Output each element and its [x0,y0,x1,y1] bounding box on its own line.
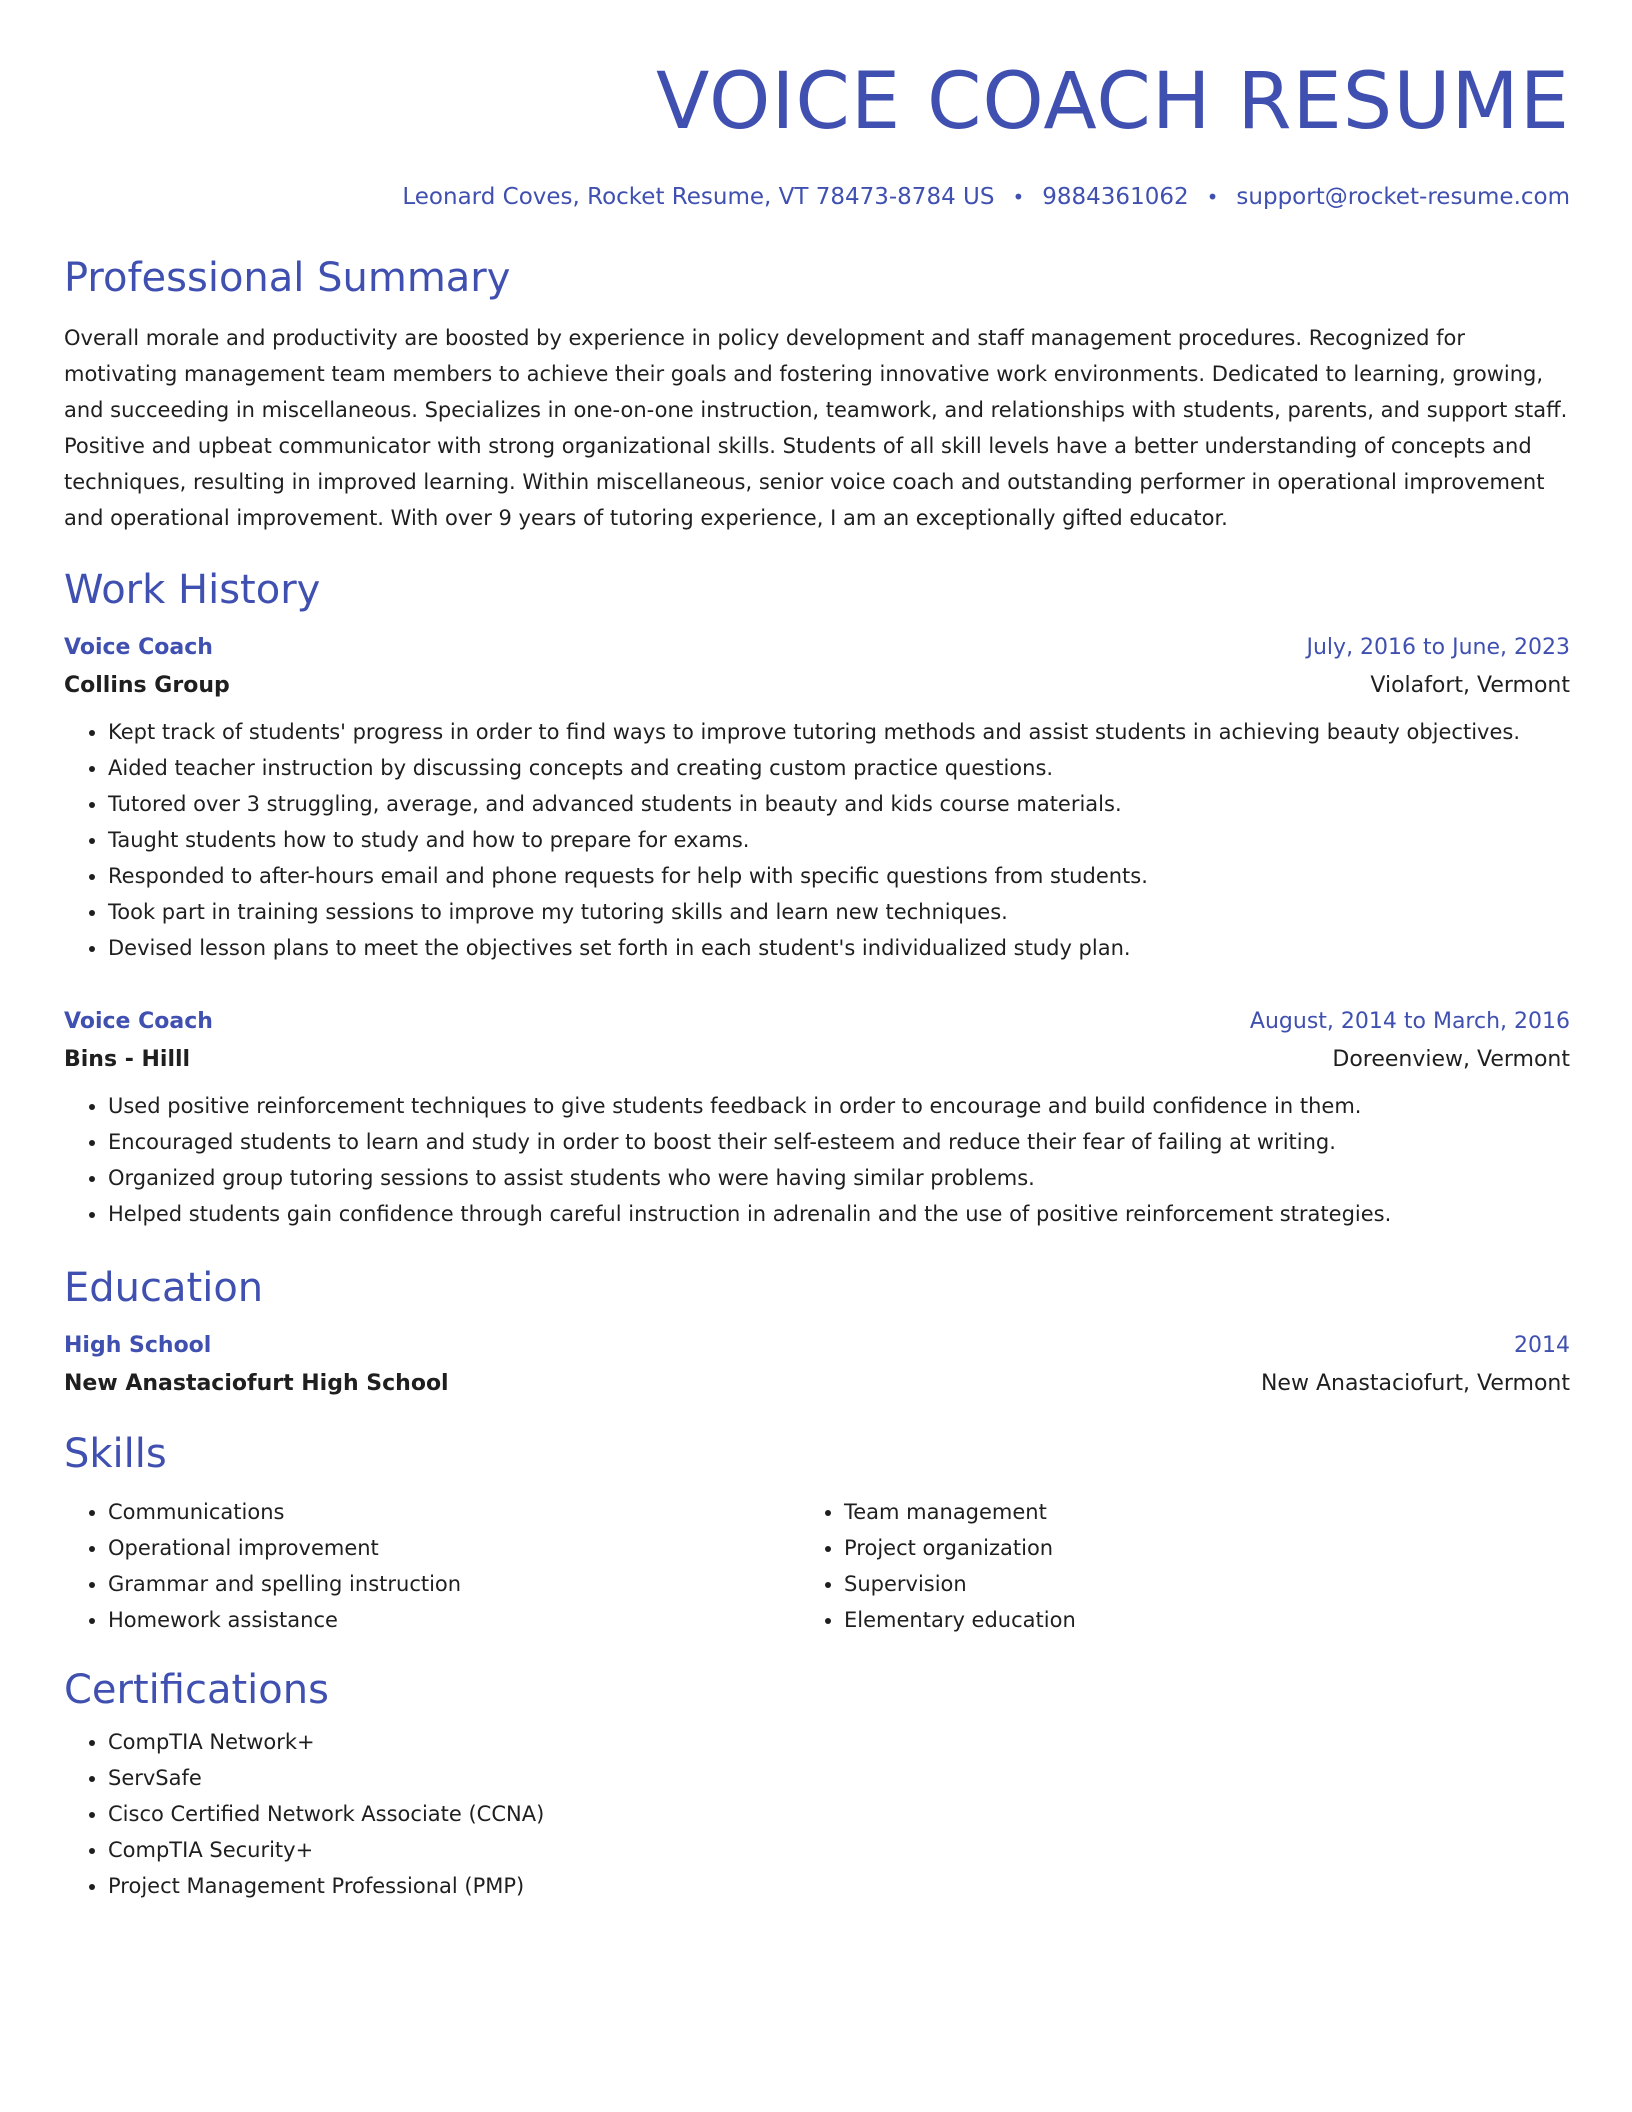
contact-separator: • [1012,185,1025,209]
job-entry [64,1004,1570,1232]
skill-item: • Team management [844,1494,1536,1530]
education-heading: Education [64,1265,264,1311]
job-header-row [64,1004,1570,1040]
skill-item: • Communications [108,1494,800,1530]
job-bullet: • Took part in training sessions to improve my tutoring skills and learn new techniques. [108,894,1570,930]
work-history-heading: Work History [64,567,321,613]
education-degree: High School [64,1333,212,1358]
contact-email: support@rocket-resume.com [1236,184,1570,210]
job-company: Collins Group [64,673,230,698]
certifications-list [64,1724,1570,1904]
job-role: Voice Coach [64,1009,213,1034]
job-bullet: • Tutored over 3 struggling, average, and advanced students in beauty and kids course materials. [108,786,1570,822]
contact-phone: 9884361062 [1042,184,1189,210]
skill-item: • Supervision [844,1566,1536,1602]
certification-item: • CompTIA Security+ [108,1832,1570,1868]
skills-list [800,1494,1536,1638]
contact-line [64,180,1570,214]
job-bullet: • Responded to after-hours email and phone requests for help with specific questions from students. [108,858,1570,894]
skills-column-left [64,1486,800,1638]
certification-item: • Cisco Certified Network Associate (CCNA) [108,1796,1570,1832]
job-bullet-list [64,714,1570,966]
job-bullet: • Used positive reinforcement techniques to give students feedback in order to encourage and build confidence in them. [108,1088,1570,1124]
job-bullet: • Helped students gain confidence through careful instruction in adrenalin and the use of positive reinforcement strategies. [108,1196,1570,1232]
skill-item: • Project organization [844,1530,1536,1566]
summary-heading: Professional Summary [64,255,511,301]
education-school: New Anastaciofurt High School [64,1371,449,1396]
skills-heading: Skills [64,1431,167,1477]
education-year: 2014 [1514,1333,1570,1358]
contact-separator: • [1206,185,1219,209]
education-location: New Anastaciofurt, Vermont [1260,1371,1570,1396]
contact-address: Leonard Coves, Rocket Resume, VT 78473-8784 US [402,184,995,210]
education-header-row [64,1328,1570,1364]
job-location: Violafort, Vermont [1370,673,1570,698]
job-entry [64,630,1570,966]
job-company: Bins - Hilll [64,1047,191,1072]
job-role: Voice Coach [64,635,213,660]
education-school-row [64,1364,1570,1404]
job-bullet: • Devised lesson plans to meet the objectives set forth in each student's individualized study plan. [108,930,1570,966]
job-company-row [64,666,1570,706]
certifications-heading: Certifications [64,1667,329,1713]
skills-column-right [800,1486,1536,1638]
job-bullet-list [64,1088,1570,1232]
job-bullet: • Organized group tutoring sessions to assist students who were having similar problems. [108,1160,1570,1196]
job-company-row [64,1040,1570,1080]
summary-text: Overall morale and productivity are boosted by experience in policy development and staff management procedures. Recognized for motivating management team members to achieve their goals and fostering innovative work environments. Dedicated to learning, growing, and succeeding in miscellaneous. Specializes in one-on-one instruction, teamwork, and relationships with students, parents, and support staff. Positive and upbeat communicator with strong organizational skills. Students of all skill levels have a better understanding of concepts and techniques, resulting in improved learning. Within miscellaneous, senior voice coach and outstanding performer in operational improvement and operational improvement. With over 9 years of tutoring experience, I am an exceptionally gifted educator. [64,326,1568,530]
certification-item: • Project Management Professional (PMP) [108,1868,1570,1904]
job-header-row [64,630,1570,666]
certification-item: • CompTIA Network+ [108,1724,1570,1760]
certification-item: • ServSafe [108,1760,1570,1796]
skill-item: • Elementary education [844,1602,1536,1638]
job-location: Doreenview, Vermont [1332,1047,1570,1072]
job-bullet: • Taught students how to study and how to prepare for exams. [108,822,1570,858]
skills-list [64,1494,800,1638]
skills-columns [64,1486,1570,1638]
resume-title: VOICE COACH RESUME [656,57,1570,147]
education-entry [64,1328,1570,1404]
skill-item: • Grammar and spelling instruction [108,1566,800,1602]
job-bullet: • Kept track of students' progress in order to find ways to improve tutoring methods and assist students in achieving beauty objectives. [108,714,1570,750]
job-bullet: • Aided teacher instruction by discussing concepts and creating custom practice questions. [108,750,1570,786]
job-dates: August, 2014 to March, 2016 [1249,1009,1570,1034]
skill-item: • Homework assistance [108,1602,800,1638]
job-dates: July, 2016 to June, 2023 [1306,635,1570,660]
job-bullet: • Encouraged students to learn and study in order to boost their self-esteem and reduce their fear of failing at writing. [108,1124,1570,1160]
skill-item: • Operational improvement [108,1530,800,1566]
